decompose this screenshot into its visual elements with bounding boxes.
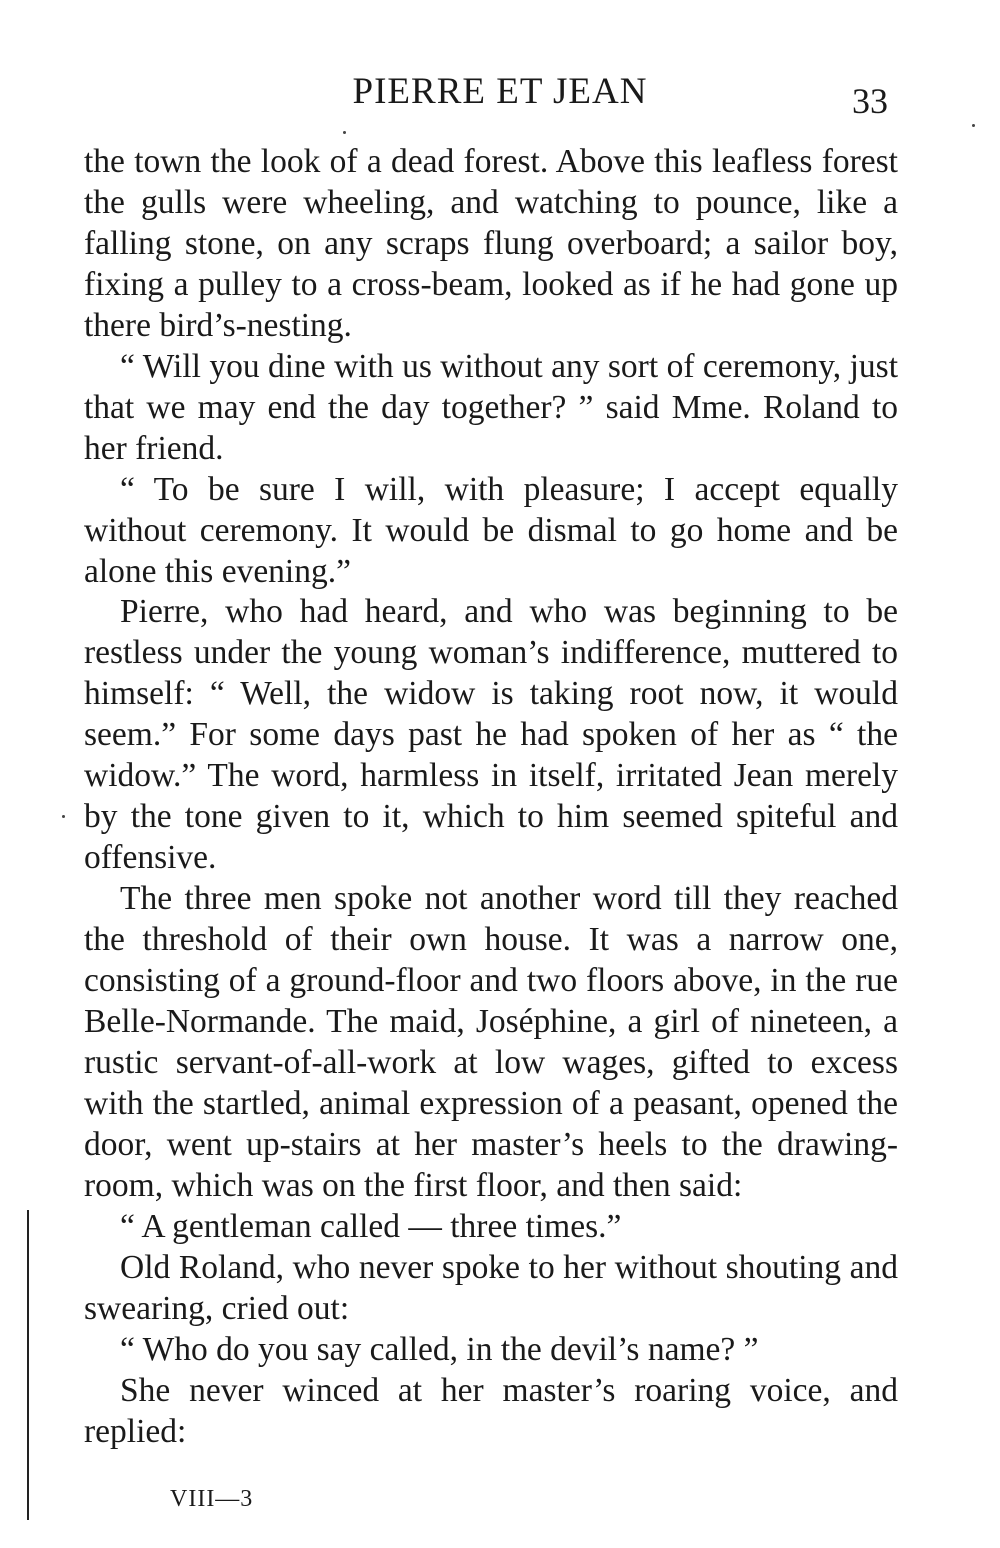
page-number: 33 [852, 81, 888, 121]
paragraph: Pierre, who had heard, and who was beginning to be restless under the young woman’s indifference, muttered to himself: “ Well, the widow is taking root now, it would seem.” For some days past he had spoken of her as “ the widow.” The word, harmless in itself, irritated Jean merely by the tone given to it, which to him seemed spiteful and offensive. [84, 593, 898, 877]
paragraph: “ Will you dine with us without any sort of ceremony, just that we may end the day together? ” said Mme. Roland to her friend. [84, 347, 898, 467]
paragraph: “ Who do you say called, in the devil’s name? ” [120, 1330, 759, 1368]
paragraph: the town the look of a dead forest. Above this leafless forest the gulls were wheeling, and watching to pounce, like a falling stone, on any scraps flung overboard; a sailor boy, fixing a pulley to a cross-beam, looked as if he had gone up there bird’s-nesting. [84, 143, 898, 344]
running-head [0, 70, 1000, 120]
paragraph: She never winced at her master’s roaring voice, and replied: [84, 1371, 898, 1450]
body-text [84, 142, 898, 1453]
printer-signature: VIII—3 [170, 1486, 254, 1512]
ink-speck [972, 124, 975, 127]
ink-speck [343, 131, 346, 134]
paragraph: The three men spoke not another word till they reached the threshold of their own house. It was a narrow one, consisting of a ground-floor and two floors above, in the rue Belle-Normande. The maid, Joséphine, a girl of nineteen, a rustic servant-of-all-work at low wages, gifted to excess with the startled, animal expression of a peasant, opened the door, went up-stairs at her master’s heels to the drawing-room, which was on the first floor, and then said: [84, 880, 898, 1204]
scan-margin-line [27, 1210, 29, 1520]
paragraph: “ To be sure I will, with pleasure; I accept equally without ceremony. It would be dismal to go home and be alone this evening.” [84, 470, 898, 590]
running-title: PIERRE ET JEAN [352, 71, 648, 112]
paragraph: Old Roland, who never spoke to her without shouting and swearing, cried out: [84, 1248, 898, 1327]
ink-speck [62, 815, 65, 818]
paragraph: “ A gentleman called — three times.” [120, 1207, 622, 1245]
